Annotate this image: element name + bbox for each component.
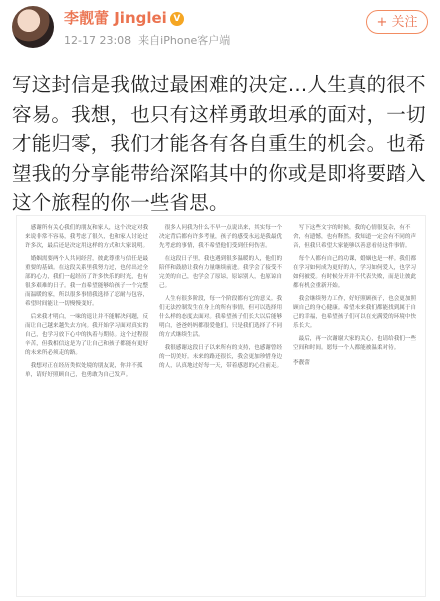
letter-paragraph: 很多人问我为什么不早一点说出来，其实每一个决定背后都有许多考量，孩子的感受永远是我最优先考虑的事情，我不希望他们受到任何伤害。 <box>159 225 283 249</box>
letter-image[interactable] <box>16 215 426 597</box>
letter-column-1 <box>25 224 151 590</box>
letter-paragraph: 每个人都有自己的功课，婚姻也是一样。我们都在学习如何成为更好的人，学习如何爱人，也学习如何被爱。有时候分开并不代表失败，而是让彼此都有机会重新开始。 <box>293 256 417 289</box>
letter-paragraph: 我很感谢这段日子以来所有的支持，也感谢曾经的一切美好。未来的路还很长，我会更加珍惜身边的人，认真地过好每一天，带着感恩的心往前走。 <box>159 345 283 369</box>
letter-paragraph: 最后，再一次谢谢大家的关心，也请给我们一些空间和时间。愿每一个人都能被温柔对待。 <box>293 336 417 351</box>
author-name[interactable]: 李靓蕾 Jinglei V <box>64 7 184 28</box>
post-source: 来自iPhone客户端 <box>138 34 231 47</box>
post-meta <box>64 32 230 48</box>
avatar[interactable] <box>12 6 54 48</box>
post-text: 写这封信是我做过最困难的决定…人生真的很不容易。我想，也只有这样勇敢坦承的面对，一切才能归零，我们才能各有各自重生的机会。也希望我的分享能带给深陷其中的你或是即将要踏入这个旅程的你一些省思。 <box>12 73 426 215</box>
letter-column-3 <box>293 224 419 590</box>
follow-button[interactable]: + 关注 <box>366 10 428 34</box>
letter-paragraph: 在这段日子里，我也遇到很多温暖的人，他们的陪伴和鼓励让我有力量继续前进。我学会了接受不完美的自己，也学会了原谅，原谅别人，也原谅自己。 <box>159 256 283 289</box>
letter-paragraph: 感谢所有关心我们的朋友和家人，这个决定对我来说非常不容易，我考虑了很久，也和家人讨论过许多次，最后还是决定用这样的方式和大家说明。 <box>25 225 149 249</box>
letter-paragraph: 我想对正在经历类似处境的朋友说，你并不孤单，请好好照顾自己，也勇敢为自己发声。 <box>25 363 143 378</box>
letter-paragraph: 人生有很多阶段，每一个阶段都有它的意义。我们无法控制发生在身上的所有事情，但可以选择用什么样的态度去面对。我希望孩子们长大以后能够明白，爸爸妈妈都很爱他们，只是我们选择了不同的方式继续生活。 <box>159 296 283 338</box>
letter-paragraph: 婚姻需要两个人共同经营，彼此尊重与信任是最重要的基础。在这段关系里我努力过，也付出过全部的心力，我们一起经历了许多快乐的时光，也有很多艰难的日子。我一直希望能够给孩子一个完整而温暖的家，所以很多事情我选择了忍耐与包容，希望时间能让一切慢慢变好。 <box>25 256 149 307</box>
post-header <box>0 0 440 58</box>
post-time: 12-17 23:08 <box>64 34 132 47</box>
vip-badge-icon: V <box>170 12 184 26</box>
letter-paragraph: 后来我才明白，一味的退让并不能解决问题，反而让自己越来越失去方向。我开始学习面对真实的自己，也学习放下心中的执着与期待。这个过程很辛苦，但我相信这是为了让自己和孩子都能有更好的未来所必须走的路。 <box>25 314 149 356</box>
letter-paragraph: 写下这些文字的时候，我的心情很复杂，有不舍，有遗憾，也有释然。我知道一定会有不同的声音，但我只希望大家能够以善意看待这件事情。 <box>293 225 417 249</box>
letter-column-2 <box>159 224 285 590</box>
letter-paragraph: 我会继续努力工作，好好照顾孩子，也会更加照顾自己的身心健康。希望未来我们都能找到属于自己的幸福，也希望孩子们可以在充满爱的环境中快乐长大。 <box>293 296 417 329</box>
letter-signature: 李靓蕾 <box>293 360 310 366</box>
